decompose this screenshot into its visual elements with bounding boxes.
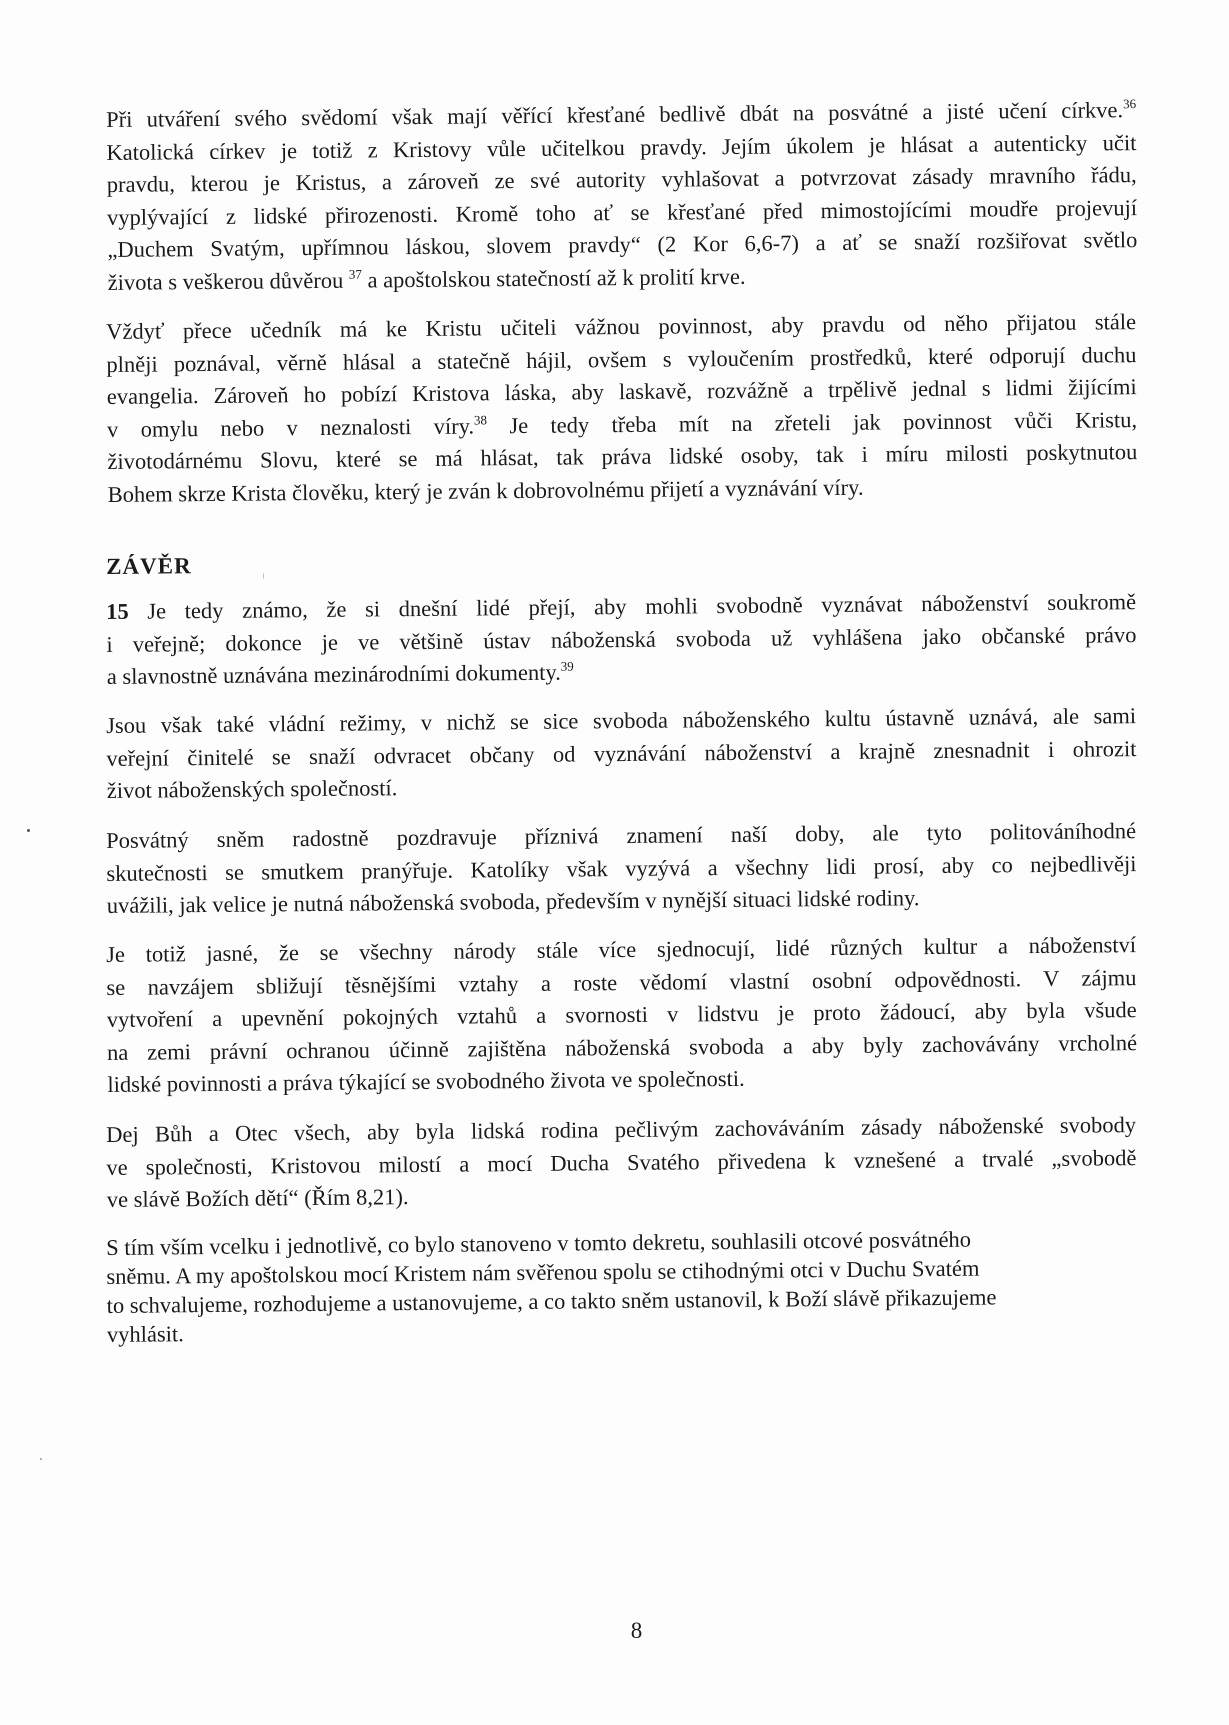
article-number: 15 <box>106 598 129 624</box>
paragraph-15 <box>106 586 1137 693</box>
text-line: Je totiž jasné, že se všechny národy stále více sjednocují, lidé různých kultur a náboženství <box>106 932 1137 967</box>
text-line: vytvoření a upevnění pokojných vztahů a svornosti v lidstvu je proto žádoucí, aby byla všude <box>106 997 1137 1032</box>
text-line: pravdu, kterou je Kristus, a zároveň ze své autority vyhlašovat a potvrzovat zásady mravního řádu, <box>106 162 1137 197</box>
footnote-ref-36: 36 <box>1122 96 1137 112</box>
paragraph-promulgation <box>106 1223 1137 1349</box>
scan-speck <box>27 829 30 832</box>
scan-speck <box>40 1458 42 1460</box>
text-line: a slavnostně uznávána mezinárodními dokumenty.$^{39}$ <box>106 658 574 689</box>
text-line: ve společnosti, Kristovou milostí a mocí Ducha Svatého přivedena k vznešené a trvalé „svobodě <box>106 1144 1137 1179</box>
text-line: ve slávě Božích dětí“ (Řím 8,21). <box>106 1183 409 1212</box>
footnote-ref-38: 38 <box>473 411 488 427</box>
text-line: uvážili, jak velice je nutná náboženská svoboda, především v nynější situaci lidské rodiny. <box>106 884 920 918</box>
paragraph-council <box>106 815 1137 922</box>
text-line: života s veškerou důvěrou $^{37}$ a apoštolskou statečností až k prolití krve. <box>107 263 746 295</box>
footnote-ref-37: 37 <box>348 266 362 282</box>
text-line: „Duchem Svatým, upřímnou láskou, slovem pravdy“ (2 Kor 6,6-7) a ať se snaží rozšiřovat světlo <box>107 227 1138 262</box>
text-line: plněji poznával, věrně hlásal a statečně hájil, ovšem s vyloučením prostředků, které odporují duchu <box>106 341 1137 377</box>
text-line: 15 Je tedy známo, že si dnešní lidé přejí, aby mohli svobodně vyznávat náboženství soukromě <box>106 588 1137 624</box>
document-body <box>106 96 1138 1366</box>
text-line: lidské povinnosti a práva týkající se svobodného života ve společnosti. <box>107 1065 745 1097</box>
text-line: životodárnému Slovu, které se má hlásat, tak práva lidské osoby, tak i míru milosti poskytnutou <box>107 439 1138 474</box>
text-line: sněmu. A my apoštolskou mocí Kristem nám svěřenou spolu se ctihodnými otci v Duchu Svatém <box>106 1255 980 1289</box>
text-line: Jsou však také vládní režimy, v nichž se sice svoboda náboženského kultu ústavně uznává, ale sami <box>106 703 1137 738</box>
paragraph-nations <box>106 929 1138 1101</box>
text-line: Dej Bůh a Otec všech, aby byla lidská rodina pečlivým zachováváním zásady náboženské svobody <box>106 1111 1137 1147</box>
text-line: Při utváření svého svědomí však mají věřící křesťané bedlivě dbát na posvátné a jisté učení církve.$^{36}$ <box>106 96 1137 132</box>
text-line: Posvátný sněm radostně pozdravuje příznivá znamení naší doby, ale tyto politováníhodné <box>106 817 1137 853</box>
footnote-ref-39: 39 <box>560 658 574 674</box>
text-line: to schvalujeme, rozhodujeme a ustanovujeme, a co takto sněm ustanovil, k Boží slávě přikazujeme <box>106 1284 997 1318</box>
text-line: skutečnosti se smutkem pranýřuje. Katolíky však vyzývá a všechny lidi prosí, aby co nejbedlivěji <box>106 850 1137 885</box>
paragraph-regimes <box>106 700 1137 807</box>
text-line: evangelia. Zároveň ho pobízí Kristova láska, aby laskavě, rozvážně a trpělivě jednal s lidmi žijícími <box>106 374 1137 409</box>
text-line: veřejní činitelé se snaží odvracet občany od vyznávání náboženství a krajně znesnadnit i ohrozit <box>106 735 1137 771</box>
scan-speck <box>263 573 264 579</box>
text-line: Vždyť přece učedník má ke Kristu učiteli vážnou povinnost, aby pravdu od něho přijatou stále <box>106 309 1137 344</box>
text-line: Katolická církev je totiž z Kristovy vůle učitelkou pravdy. Jejím úkolem je hlásat a autenticky učit <box>106 129 1137 165</box>
text-line: vyplývající z lidské přirozenosti. Kromě toho ať se křesťané před mimostojícími moudře projevují <box>106 194 1138 230</box>
text-line: v omylu nebo v neznalosti víry.$^{38}$ Je tedy třeba mít na zřeteli jak povinnost vůči Kristu, <box>106 406 1138 442</box>
text-line: i veřejně; dokonce je ve většině ústav náboženská svoboda už vyhlášena jako občanské právo <box>106 621 1137 656</box>
page-number: 8 <box>630 1618 643 1643</box>
text-line: se navzájem sbližují těsnějšími vztahy a roste vědomí vlastní osobní odpovědnosti. V zájmu <box>106 964 1137 1000</box>
text-line: život náboženských společností. <box>106 775 398 803</box>
paragraph-disciple <box>106 306 1138 511</box>
paragraph-prayer <box>106 1109 1137 1216</box>
section-heading: ZÁVĚR <box>106 553 192 579</box>
text-line: na zemi právní ochranou účinně zajištěna náboženská svoboda a aby byly zachovávány vrcholné <box>106 1029 1138 1065</box>
text-line: S tím vším vcelku i jednotlivě, co bylo stanoveno v tomto dekretu, souhlasili otcové posvátného <box>106 1226 972 1260</box>
text-line: Bohem skrze Krista člověku, který je zván k dobrovolnému přijetí a vyznávání víry. <box>107 474 864 507</box>
paragraph-conscience <box>106 94 1138 299</box>
text-line: vyhlásit. <box>106 1321 184 1347</box>
